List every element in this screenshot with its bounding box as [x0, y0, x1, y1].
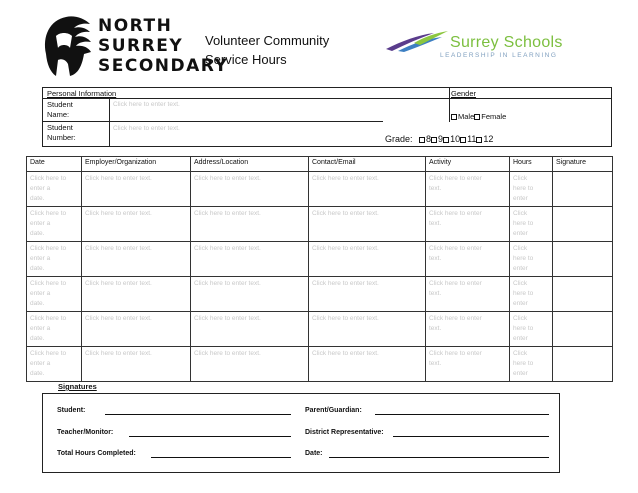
gender-options — [451, 112, 506, 121]
header-signature: Signature — [553, 157, 613, 172]
grade-label: Grade: — [385, 134, 413, 144]
placeholder-line: date. — [30, 300, 45, 307]
placeholder-line: Click here to enter text. — [85, 350, 152, 357]
header-address: Address/Location — [191, 157, 309, 172]
contact-cell[interactable] — [309, 172, 426, 207]
date-cell[interactable] — [27, 277, 82, 312]
placeholder-line: Click here to enter text. — [85, 315, 152, 322]
hours-table — [26, 156, 613, 382]
placeholder-line: here to — [513, 220, 534, 227]
placeholder-line: Click here to enter — [429, 175, 482, 182]
placeholder-line: Click here to enter — [429, 350, 482, 357]
label-line: Name: — [47, 110, 70, 119]
grade-option: 8 — [426, 134, 432, 144]
parent-sig-line[interactable] — [375, 414, 549, 415]
header-date: Date — [27, 157, 82, 172]
signature-cell[interactable] — [553, 277, 613, 312]
employer-cell[interactable] — [82, 347, 191, 382]
signature-cell[interactable] — [553, 172, 613, 207]
placeholder-line: text. — [429, 290, 442, 297]
grade-9-checkbox[interactable] — [431, 137, 437, 143]
placeholder-line: text. — [429, 325, 442, 332]
placeholder-line: Click here to enter text. — [312, 245, 379, 252]
placeholder-line: here to — [513, 290, 534, 297]
date-cell[interactable] — [27, 172, 82, 207]
placeholder-line: Click here to enter text. — [312, 350, 379, 357]
placeholder-line: enter — [513, 265, 528, 272]
table-header-row — [27, 157, 613, 172]
placeholder-line: text. — [429, 220, 442, 227]
student-number-input[interactable]: Click here to enter text. — [113, 125, 180, 132]
placeholder-line: enter — [513, 370, 528, 377]
header-contact: Contact/Email — [309, 157, 426, 172]
placeholder-line: Click here to enter text. — [312, 210, 379, 217]
grade-option: 12 — [483, 134, 494, 144]
spartan-helmet-icon — [40, 14, 96, 78]
grade-option: 11 — [467, 134, 477, 144]
placeholder-line: Click here to enter text. — [194, 175, 261, 182]
placeholder-line: Click — [513, 245, 528, 252]
student-sig-line[interactable] — [105, 414, 291, 415]
activity-cell[interactable] — [426, 172, 510, 207]
table-row — [27, 312, 613, 347]
grade-12-checkbox[interactable] — [476, 137, 482, 143]
district-name: Surrey Schools — [450, 34, 563, 51]
placeholder-line: Click here to enter text. — [312, 315, 379, 322]
placeholder-line: Click here to enter — [429, 210, 482, 217]
placeholder-line: enter a — [30, 325, 51, 332]
placeholder-line: Click — [513, 175, 528, 182]
personal-info-section — [42, 87, 612, 147]
placeholder-line: Click here to enter — [429, 280, 482, 287]
grade-options — [385, 134, 493, 144]
header-employer: Employer/Organization — [82, 157, 191, 172]
placeholder-line: date. — [30, 265, 45, 272]
placeholder-line: text. — [429, 360, 442, 367]
personal-info-title: Personal Information — [47, 89, 117, 98]
date-cell[interactable] — [27, 347, 82, 382]
placeholder-line: Click — [513, 210, 528, 217]
contact-cell[interactable] — [309, 312, 426, 347]
hours-cell[interactable] — [510, 347, 553, 382]
placeholder-line: Click here to — [30, 245, 67, 252]
placeholder-line: enter a — [30, 185, 51, 192]
total-hours-line[interactable] — [151, 457, 291, 458]
school-name-line: NORTH — [98, 16, 173, 36]
contact-cell[interactable] — [309, 207, 426, 242]
placeholder-line: Click here to enter text. — [85, 280, 152, 287]
hours-cell[interactable] — [510, 277, 553, 312]
placeholder-line: enter a — [30, 290, 51, 297]
table-row — [27, 207, 613, 242]
date-sig-label: Date: — [305, 450, 323, 457]
female-checkbox[interactable] — [474, 114, 480, 120]
placeholder-line: Click — [513, 315, 528, 322]
placeholder-line: enter — [513, 335, 528, 342]
placeholder-line: Click here to enter text. — [312, 175, 379, 182]
placeholder-line: Click here to — [30, 350, 67, 357]
placeholder-line: date. — [30, 230, 45, 237]
grade-8-checkbox[interactable] — [419, 137, 425, 143]
contact-cell[interactable] — [309, 242, 426, 277]
signature-cell[interactable] — [553, 207, 613, 242]
placeholder-line: Click here to enter text. — [194, 315, 261, 322]
contact-cell[interactable] — [309, 347, 426, 382]
school-name-line: SECONDARY — [98, 56, 229, 76]
address-cell[interactable] — [191, 172, 309, 207]
placeholder-line: enter — [513, 230, 528, 237]
table-row — [27, 242, 613, 277]
placeholder-line: enter — [513, 300, 528, 307]
form-title — [205, 31, 329, 69]
placeholder-line: here to — [513, 255, 534, 262]
employer-cell[interactable] — [82, 242, 191, 277]
date-cell[interactable] — [27, 242, 82, 277]
label-line: Student — [47, 123, 73, 132]
address-cell[interactable] — [191, 277, 309, 312]
employer-cell[interactable] — [82, 312, 191, 347]
male-label: Male — [458, 112, 475, 121]
activity-cell[interactable] — [426, 207, 510, 242]
header-hours: Hours — [510, 157, 553, 172]
school-name-line: SURREY — [98, 36, 184, 56]
form-title-line: Volunteer Community — [205, 33, 330, 48]
grade-10-checkbox[interactable] — [443, 137, 449, 143]
placeholder-line: Click here to enter text. — [85, 245, 152, 252]
placeholder-line: text. — [429, 255, 442, 262]
activity-cell[interactable] — [426, 312, 510, 347]
employer-cell[interactable] — [82, 207, 191, 242]
placeholder-line: Click here to enter text. — [85, 175, 152, 182]
placeholder-line: Click here to — [30, 175, 67, 182]
signatures-title: Signatures — [58, 382, 97, 391]
district-tagline: LEADERSHIP IN LEARNING — [440, 52, 558, 59]
placeholder-line: Click — [513, 280, 528, 287]
employer-cell[interactable] — [82, 172, 191, 207]
school-logo — [40, 14, 229, 78]
hours-cell[interactable] — [510, 172, 553, 207]
grade-option: 9 — [438, 134, 444, 144]
signature-cell[interactable] — [553, 312, 613, 347]
hours-cell[interactable] — [510, 207, 553, 242]
signature-cell[interactable] — [553, 242, 613, 277]
hours-cell[interactable] — [510, 312, 553, 347]
activity-cell[interactable] — [426, 277, 510, 312]
placeholder-line: date. — [30, 195, 45, 202]
activity-cell[interactable] — [426, 242, 510, 277]
placeholder-line: Click — [513, 350, 528, 357]
teacher-sig-label: Teacher/Monitor: — [57, 429, 114, 436]
placeholder-line: Click here to enter text. — [85, 210, 152, 217]
placeholder-line: Click here to — [30, 280, 67, 287]
table-row — [27, 172, 613, 207]
male-checkbox[interactable] — [451, 114, 457, 120]
placeholder-line: Click here to enter text. — [194, 350, 261, 357]
placeholder-line: here to — [513, 185, 534, 192]
district-rep-sig-line[interactable] — [393, 436, 549, 437]
activity-cell[interactable] — [426, 347, 510, 382]
student-name-input[interactable]: Click here to enter text. — [113, 101, 180, 108]
placeholder-line: enter a — [30, 255, 51, 262]
address-cell[interactable] — [191, 207, 309, 242]
date-cell[interactable] — [27, 207, 82, 242]
grade-11-checkbox[interactable] — [460, 137, 466, 143]
placeholder-line: Click here to enter text. — [194, 245, 261, 252]
student-number-label — [47, 123, 76, 143]
parent-sig-label: Parent/Guardian: — [305, 407, 362, 414]
total-hours-label: Total Hours Completed: — [57, 450, 136, 457]
placeholder-line: Click here to enter text. — [312, 280, 379, 287]
placeholder-line: Click here to enter text. — [194, 210, 261, 217]
placeholder-line: date. — [30, 335, 45, 342]
gender-title: Gender — [451, 89, 477, 98]
district-rep-sig-label: District Representative: — [305, 429, 384, 436]
form-title-line: Service Hours — [205, 52, 287, 67]
district-logo — [384, 25, 614, 65]
placeholder-line: Click here to enter — [429, 245, 482, 252]
placeholder-line: enter a — [30, 220, 51, 227]
label-line: Student — [47, 100, 73, 109]
placeholder-line: enter a — [30, 360, 51, 367]
employer-cell[interactable] — [82, 277, 191, 312]
teacher-sig-line[interactable] — [129, 436, 291, 437]
grade-option: 10 — [450, 134, 461, 144]
contact-cell[interactable] — [309, 277, 426, 312]
placeholder-line: text. — [429, 185, 442, 192]
date-sig-line[interactable] — [329, 457, 549, 458]
swoosh-icon — [384, 29, 450, 53]
placeholder-line: Click here to — [30, 315, 67, 322]
student-sig-label: Student: — [57, 407, 86, 414]
table-row — [27, 277, 613, 312]
address-cell[interactable] — [191, 242, 309, 277]
date-cell[interactable] — [27, 312, 82, 347]
female-label: Female — [481, 112, 507, 121]
signatures-section — [42, 393, 560, 473]
table-row — [27, 347, 613, 382]
header-activity: Activity — [426, 157, 510, 172]
placeholder-line: Click here to enter text. — [194, 280, 261, 287]
address-cell[interactable] — [191, 347, 309, 382]
placeholder-line: Click here to enter — [429, 315, 482, 322]
placeholder-line: Click here to — [30, 210, 67, 217]
address-cell[interactable] — [191, 312, 309, 347]
signature-cell[interactable] — [553, 347, 613, 382]
hours-cell[interactable] — [510, 242, 553, 277]
placeholder-line: enter — [513, 195, 528, 202]
placeholder-line: here to — [513, 360, 534, 367]
student-name-label — [47, 100, 73, 120]
label-line: Number: — [47, 133, 76, 142]
placeholder-line: date. — [30, 370, 45, 377]
placeholder-line: here to — [513, 325, 534, 332]
